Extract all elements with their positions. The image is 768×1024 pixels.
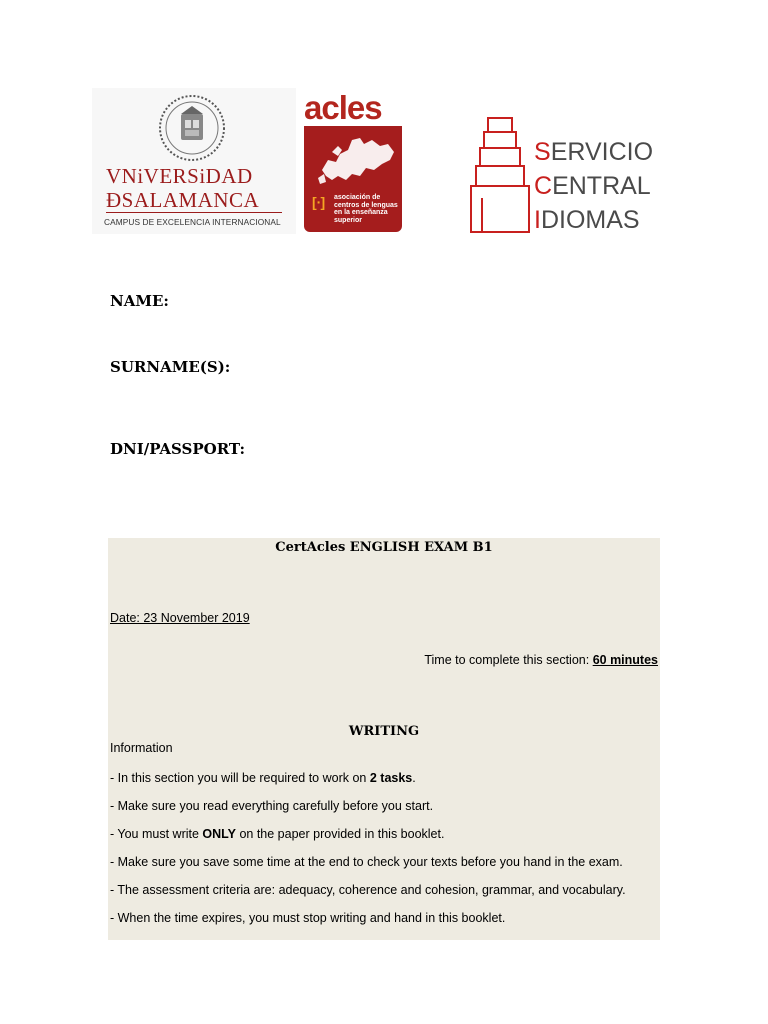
sci-line-1: SERVICIO xyxy=(534,138,654,166)
exam-date: Date: 23 November 2019 xyxy=(110,611,250,625)
surname-label: SURNAME(S): xyxy=(110,358,231,376)
list-item: - Make sure you save some time at the end to check your texts before you hand in the exam. xyxy=(110,855,623,869)
acles-bracket-icon: [∙] xyxy=(312,194,326,210)
list-item: - The assessment criteria are: adequacy, coherence and cohesion, grammar, and vocabulary. xyxy=(110,883,626,897)
time-to-complete: Time to complete this section: 60 minutes xyxy=(424,653,658,667)
information-heading: Information xyxy=(110,741,173,755)
university-logo xyxy=(92,88,296,234)
university-name-line2: ÐSALAMANCA xyxy=(106,188,260,212)
sci-line-3: IDIOMAS xyxy=(534,206,640,234)
list-item: - You must write ONLY on the paper provided in this booklet. xyxy=(110,827,445,841)
university-name-line1: VNiVERSiDAD xyxy=(106,164,253,188)
university-tagline: CAMPUS DE EXCELENCIA INTERNACIONAL xyxy=(104,217,281,227)
university-divider xyxy=(106,212,282,213)
exam-title: CertAcles ENGLISH EXAM B1 xyxy=(275,540,493,555)
sci-logo xyxy=(468,114,668,238)
acles-box xyxy=(304,126,402,232)
acles-wordmark: acles xyxy=(304,89,382,126)
section-title: WRITING xyxy=(348,724,420,739)
list-item: - In this section you will be required to work on 2 tasks. xyxy=(110,771,416,785)
university-seal-icon xyxy=(152,92,232,162)
tower-icon xyxy=(468,114,534,234)
list-item: - When the time expires, you must stop writing and hand in this booklet. xyxy=(110,911,506,925)
europe-map-icon xyxy=(312,130,398,188)
list-item: - Make sure you read everything carefully before you start. xyxy=(110,799,434,813)
time-value: 60 minutes xyxy=(592,653,658,667)
acles-logo xyxy=(304,89,402,232)
sci-line-2: CENTRAL xyxy=(534,172,651,200)
name-label: NAME: xyxy=(110,292,169,310)
dni-passport-label: DNI/PASSPORT: xyxy=(110,440,246,458)
acles-description: asociación de centros de lenguas en la enseñanza superior xyxy=(334,194,398,224)
exam-info-panel xyxy=(108,538,660,940)
